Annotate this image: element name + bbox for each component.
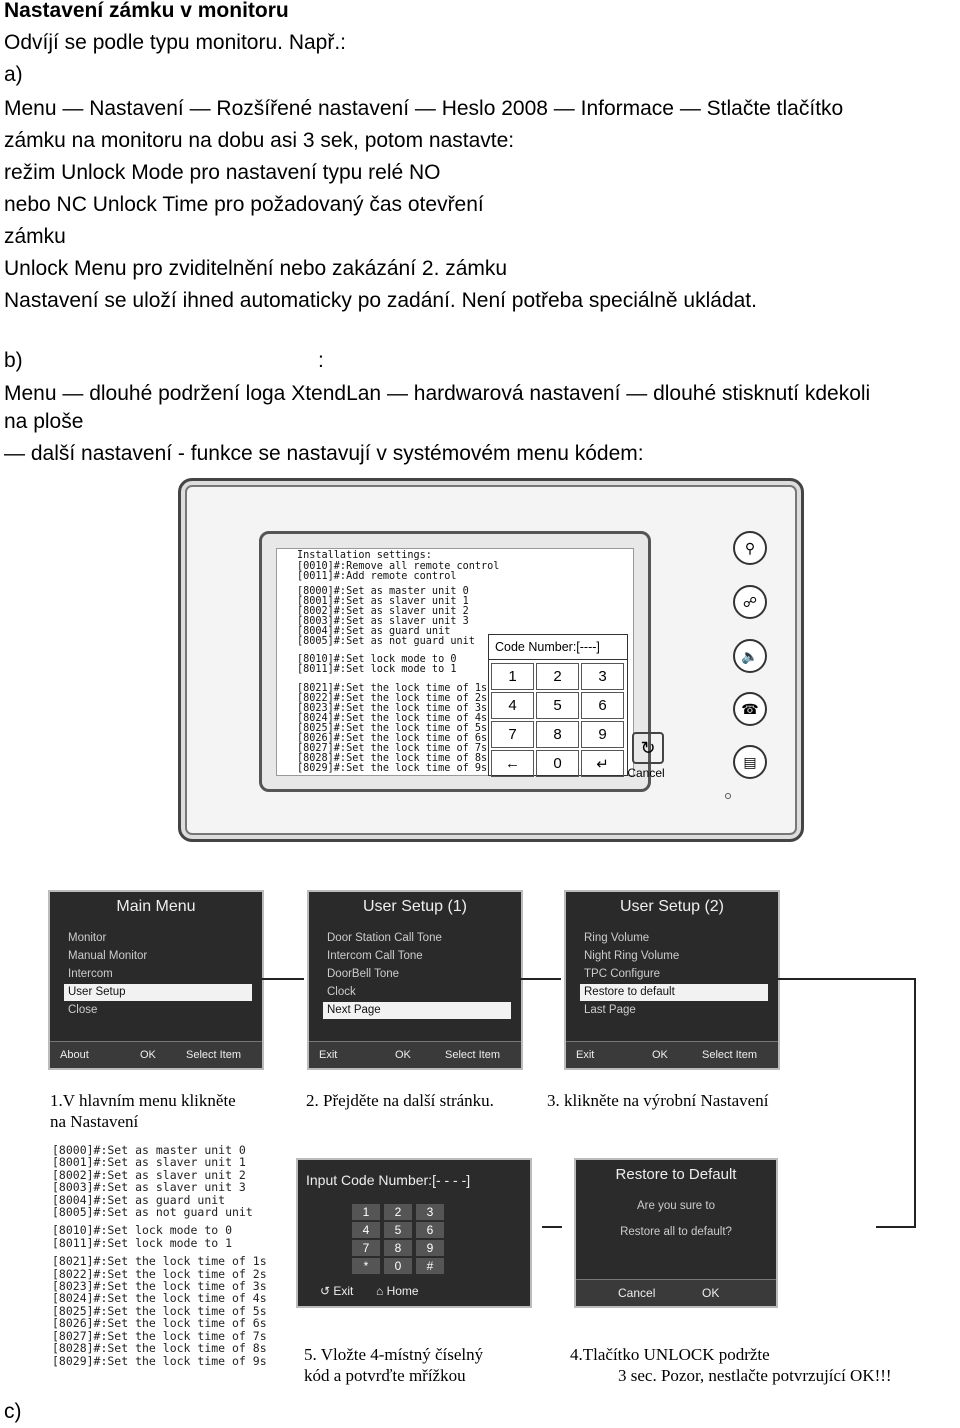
paragraph-line: Unlock Menu pro zviditelnění nebo zakázání 2. zámku bbox=[4, 257, 508, 280]
code-line: [8005]#:Set as not guard unit bbox=[52, 1205, 253, 1220]
paragraph-line: nebo NC Unlock Time pro požadovaný čas otevření bbox=[4, 193, 484, 216]
page-title: Nastavení zámku v monitoru bbox=[4, 0, 289, 22]
locktime-code: [8026]#:Set the lock time of 6s bbox=[297, 733, 488, 744]
user-setup-2-panel bbox=[564, 890, 780, 1070]
panel-footer bbox=[50, 1041, 262, 1068]
unit-code: [8003]#:Set as slaver unit 3 bbox=[297, 616, 469, 627]
code-line: [8003]#:Set as slaver unit 3 bbox=[52, 1180, 246, 1195]
restore-ok-button[interactable]: OK bbox=[702, 1286, 720, 1300]
code-list bbox=[52, 1144, 267, 1367]
key-3[interactable]: 3 bbox=[416, 1204, 444, 1220]
menu-item[interactable]: Close bbox=[68, 1004, 98, 1016]
step-1-caption: 1.V hlavním menu klikněte bbox=[50, 1091, 236, 1110]
restore-question: Restore all to default? bbox=[620, 1226, 732, 1238]
panel-title: Main Menu bbox=[116, 898, 196, 915]
arrow-connector bbox=[778, 978, 916, 980]
locktime-code: [8027]#:Set the lock time of 7s bbox=[297, 743, 488, 754]
menu-item-selected[interactable]: Restore to default bbox=[580, 984, 768, 1001]
footer-ok[interactable]: OK bbox=[395, 1049, 411, 1061]
locktime-code: [8025]#:Set the lock time of 5s bbox=[297, 723, 488, 734]
code-line: [8022]#:Set the lock time of 2s bbox=[52, 1266, 267, 1281]
code-line: [8026]#:Set the lock time of 6s bbox=[52, 1316, 267, 1331]
key-1[interactable]: 1 bbox=[352, 1204, 380, 1220]
code-line: [8011]#:Set lock mode to 1 bbox=[52, 1235, 233, 1250]
document-icon[interactable]: ▤ bbox=[733, 745, 767, 779]
exit-button[interactable] bbox=[320, 1284, 353, 1298]
key-star[interactable]: * bbox=[352, 1258, 380, 1274]
paragraph-line: na ploše bbox=[4, 410, 84, 433]
code-line: [8027]#:Set the lock time of 7s bbox=[52, 1328, 267, 1343]
locktime-code: [8022]#:Set the lock time of 2s bbox=[297, 693, 488, 704]
speaker-icon[interactable]: 🔈 bbox=[733, 639, 767, 673]
code-line: [8028]#:Set the lock time of 8s bbox=[52, 1341, 267, 1356]
key-0[interactable]: 0 bbox=[536, 750, 579, 777]
menu-item[interactable]: Intercom bbox=[68, 968, 113, 980]
key-2[interactable]: 2 bbox=[384, 1204, 412, 1220]
intro-text: Odvíjí se podle typu monitoru. Např.: bbox=[4, 31, 346, 54]
key-7[interactable]: 7 bbox=[491, 721, 534, 748]
key-6[interactable]: 6 bbox=[581, 692, 624, 719]
unit-code: [8004]#:Set as guard unit bbox=[297, 626, 451, 637]
menu-item[interactable]: Clock bbox=[327, 986, 356, 998]
home-icon: ⌂ bbox=[376, 1284, 387, 1298]
code-line: [8002]#:Set as slaver unit 2 bbox=[52, 1167, 246, 1182]
arrow-connector bbox=[262, 978, 304, 980]
code-line: [8025]#:Set the lock time of 5s bbox=[52, 1303, 267, 1318]
footer-exit[interactable]: Exit bbox=[576, 1049, 595, 1061]
footer-about[interactable]: About bbox=[60, 1049, 89, 1061]
locktime-code: [8029]#:Set the lock time of 9s bbox=[297, 763, 488, 774]
key-9[interactable]: 9 bbox=[416, 1240, 444, 1256]
key-0[interactable]: 0 bbox=[384, 1258, 412, 1274]
key-1[interactable]: 1 bbox=[491, 663, 534, 690]
code-line: [8004]#:Set as guard unit bbox=[52, 1192, 226, 1207]
section-a-label: a) bbox=[4, 63, 23, 86]
menu-path-b: Menu — dlouhé podržení loga XtendLan — hardwarová nastavení — dlouhé stisknutí kdekoli bbox=[4, 382, 871, 405]
code-line: [8021]#:Set the lock time of 1s bbox=[52, 1254, 267, 1269]
step-5-caption: kód a potvrďte mřížkou bbox=[304, 1366, 466, 1385]
code-line: [8029]#:Set the lock time of 9s bbox=[52, 1353, 267, 1368]
keypad-grid bbox=[491, 663, 625, 777]
footer-select[interactable]: Select Item bbox=[186, 1049, 242, 1061]
arrow-connector bbox=[542, 1226, 562, 1228]
unit-code: [8000]#:Set as master unit 0 bbox=[297, 586, 469, 597]
menu-item[interactable]: Intercom Call Tone bbox=[327, 950, 423, 962]
footer-ok[interactable]: OK bbox=[652, 1049, 668, 1061]
footer-exit[interactable]: Exit bbox=[319, 1049, 338, 1061]
exit-label: Exit bbox=[333, 1284, 354, 1298]
code-line: [8024]#:Set the lock time of 4s bbox=[52, 1291, 267, 1306]
code-line: [8001]#:Set as slaver unit 1 bbox=[52, 1155, 246, 1170]
menu-item[interactable]: DoorBell Tone bbox=[327, 968, 400, 980]
paragraph-line: režim Unlock Mode pro nastavení typu relé NO bbox=[4, 161, 441, 184]
monitor-screen bbox=[259, 531, 665, 792]
code-number-field: Code Number:[----] bbox=[489, 635, 627, 660]
panel-title: User Setup (2) bbox=[619, 898, 725, 915]
menu-item[interactable]: Ring Volume bbox=[584, 932, 650, 944]
key-3[interactable]: 3 bbox=[581, 663, 624, 690]
key-9[interactable]: 9 bbox=[581, 721, 624, 748]
settings-title: Installation settings: bbox=[297, 550, 432, 561]
menu-item[interactable]: Door Station Call Tone bbox=[327, 932, 442, 944]
paragraph-line: zámku bbox=[4, 225, 66, 248]
cancel-label: Cancel bbox=[627, 766, 665, 780]
code-line: [8000]#:Set as master unit 0 bbox=[52, 1143, 246, 1157]
unit-code: [8002]#:Set as slaver unit 2 bbox=[297, 606, 469, 617]
panel-footer bbox=[309, 1041, 521, 1068]
restore-default-panel bbox=[574, 1158, 778, 1308]
menu-item-selected[interactable]: User Setup bbox=[64, 984, 252, 1001]
locktime-code: [8028]#:Set the lock time of 8s bbox=[297, 753, 488, 764]
cancel-icon[interactable]: ↻ bbox=[632, 732, 664, 764]
arrow-connector bbox=[914, 978, 916, 1228]
monitor-device bbox=[178, 478, 804, 842]
restore-cancel-button[interactable]: Cancel bbox=[618, 1286, 656, 1300]
menu-item[interactable]: Night Ring Volume bbox=[584, 950, 680, 962]
menu-item[interactable]: Last Page bbox=[584, 1004, 636, 1016]
key-7[interactable]: 7 bbox=[352, 1240, 380, 1256]
key-4[interactable]: 4 bbox=[491, 692, 534, 719]
step-4-caption: 3 sec. Pozor, nestlačte potvrzující OK!!! bbox=[618, 1366, 892, 1385]
panel-footer bbox=[566, 1041, 778, 1068]
menu-item-selected[interactable]: Next Page bbox=[323, 1002, 511, 1019]
menu-item[interactable]: Monitor bbox=[68, 932, 107, 944]
input-code-keypad bbox=[352, 1204, 444, 1274]
menu-item[interactable]: Manual Monitor bbox=[68, 950, 148, 962]
key-5[interactable]: 5 bbox=[536, 692, 579, 719]
code-line: [8023]#:Set the lock time of 3s bbox=[52, 1279, 267, 1294]
lockmode-code: [8011]#:Set lock mode to 1 bbox=[297, 664, 457, 675]
code-keypad bbox=[488, 634, 628, 776]
section-b-label: b) bbox=[4, 349, 23, 372]
backspace-key[interactable]: ← bbox=[491, 750, 534, 777]
section-c-label: c) bbox=[4, 1400, 22, 1423]
arrow-connector bbox=[521, 978, 561, 980]
step-1-caption: na Nastavení bbox=[50, 1112, 139, 1131]
locktime-code: [8024]#:Set the lock time of 4s bbox=[297, 713, 488, 724]
unit-code: [8005]#:Set as not guard unit bbox=[297, 636, 475, 647]
restore-question: Are you sure to bbox=[637, 1200, 715, 1212]
paragraph-line: zámku na monitoru na dobu asi 3 sek, potom nastavte: bbox=[4, 129, 515, 152]
user-setup-1-panel bbox=[307, 890, 523, 1070]
remote-code: [0011]#:Add remote control bbox=[297, 571, 457, 582]
lockmode-code: [8010]#:Set lock mode to 0 bbox=[297, 654, 457, 665]
remote-code: [0010]#:Remove all remote control bbox=[297, 561, 500, 572]
menu-item[interactable]: TPC Configure bbox=[584, 968, 661, 980]
step-3-caption: 3. klikněte na výrobní Nastavení bbox=[547, 1091, 769, 1110]
enter-key[interactable]: ↵ bbox=[581, 750, 624, 777]
key-2[interactable]: 2 bbox=[536, 663, 579, 690]
main-menu-panel bbox=[48, 890, 264, 1070]
step-2-caption: 2. Přejděte na další stránku. bbox=[306, 1091, 494, 1110]
locktime-code: [8023]#:Set the lock time of 3s bbox=[297, 703, 488, 714]
input-code-panel bbox=[296, 1158, 532, 1308]
restore-title: Restore to Default bbox=[615, 1166, 737, 1183]
unlock-icon[interactable]: ☍ bbox=[733, 585, 767, 619]
locktime-code: [8021]#:Set the lock time of 1s bbox=[297, 683, 488, 694]
key-hash[interactable]: # bbox=[416, 1258, 444, 1274]
key-6[interactable]: 6 bbox=[416, 1222, 444, 1238]
section-b-colon: : bbox=[318, 349, 324, 372]
input-code-title: Input Code Number:[- - - -] bbox=[306, 1172, 471, 1188]
panel-title: User Setup (1) bbox=[362, 898, 468, 915]
led-indicator bbox=[725, 793, 731, 799]
footer-select[interactable]: Select Item bbox=[445, 1049, 501, 1061]
arrow-connector bbox=[876, 1226, 916, 1228]
step-5-caption: 5. Vložte 4-místný číselný bbox=[304, 1345, 484, 1364]
paragraph-line: — další nastavení - funkce se nastavují v systémovém menu kódem: bbox=[4, 442, 644, 465]
key-8[interactable]: 8 bbox=[536, 721, 579, 748]
footer-select[interactable]: Select Item bbox=[702, 1049, 758, 1061]
home-button[interactable] bbox=[376, 1284, 419, 1298]
menu-path-a: Menu — Nastavení — Rozšířené nastavení — Heslo 2008 — Informace — Stlačte tlačítko bbox=[4, 97, 844, 120]
code-line: [8010]#:Set lock mode to 0 bbox=[52, 1223, 233, 1238]
key-icon[interactable]: ⚲ bbox=[733, 531, 767, 565]
exit-icon: ↺ bbox=[320, 1284, 334, 1298]
step-4-caption: 4.Tlačítko UNLOCK podržte bbox=[570, 1345, 770, 1364]
footer-ok[interactable]: OK bbox=[140, 1049, 156, 1061]
phone-icon[interactable]: ☎ bbox=[733, 692, 767, 726]
key-8[interactable]: 8 bbox=[384, 1240, 412, 1256]
key-4[interactable]: 4 bbox=[352, 1222, 380, 1238]
key-5[interactable]: 5 bbox=[384, 1222, 412, 1238]
paragraph-line: Nastavení se uloží ihned automaticky po zadání. Není potřeba speciálně ukládat. bbox=[4, 289, 757, 312]
home-label: Home bbox=[386, 1284, 419, 1298]
unit-code: [8001]#:Set as slaver unit 1 bbox=[297, 596, 469, 607]
